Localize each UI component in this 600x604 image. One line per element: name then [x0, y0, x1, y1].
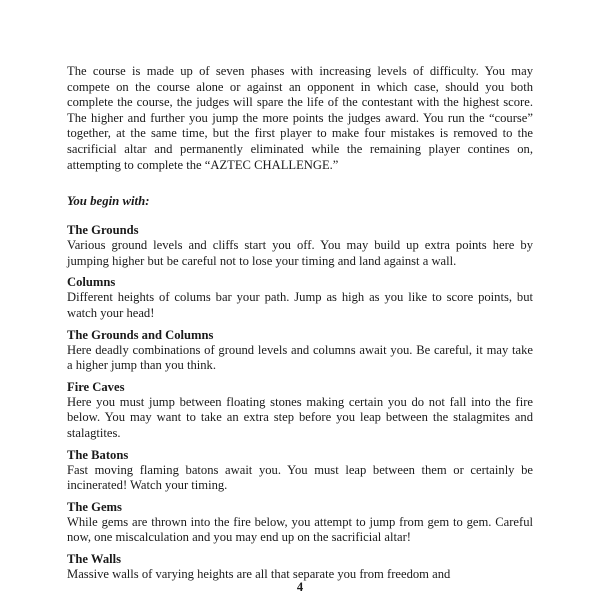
intro-paragraph: The course is made up of seven phases with increasing levels of difficulty. You may compete on the course alone or against an opponent in which case, should you both complete the course, the judges will spare the life of the contestant with the highest score. The higher and further you jump the more points the judges award. You run the “course” together, at the same time, but the first player to make four mistakes is removed to the sacrificial altar and permanently eliminated while the remaining player contines on, attempting to complete the “AZTEC CHALLENGE.” — [67, 64, 533, 172]
section-body: Massive walls of varying heights are all that separate you from freedom and — [67, 566, 451, 581]
section-body: Various ground levels and cliffs start you off. You may build up extra points here by jumping higher but be careful not to lose your timing and land against a wall. — [67, 238, 533, 268]
page-number: 4 — [296, 580, 304, 594]
section-title: The Gems — [67, 499, 122, 514]
section-body: Fast moving flaming batons await you. You must leap between them or certainly be incinerated! Watch your timing. — [67, 462, 533, 493]
section-the-gems — [67, 500, 533, 546]
section-title: Columns — [67, 275, 116, 290]
section-title: The Batons — [67, 447, 129, 462]
section-fire-caves — [67, 380, 533, 442]
section-title: The Grounds — [67, 223, 139, 238]
section-title: The Walls — [67, 551, 122, 566]
begin-heading: You begin with: — [67, 194, 150, 209]
manual-page — [67, 64, 533, 582]
section-body: Here deadly combinations of ground levels and columns await you. Be careful, it may take a higher jump than you think. — [67, 342, 533, 373]
section-title: Fire Caves — [67, 379, 125, 394]
section-body: Here you must jump between floating stones making certain you do not fall into the fire below. You may want to take an extra step before you leap between the stalagmites and stalagtites. — [67, 394, 533, 440]
section-title: The Grounds and Columns — [67, 327, 214, 342]
section-grounds-and-columns — [67, 328, 533, 374]
section-the-walls — [67, 552, 533, 583]
section-the-grounds — [67, 223, 533, 269]
section-body: While gems are thrown into the fire below, you attempt to jump from gem to gem. Careful now, one miscalculation and you may end up on the sacrificial altar! — [67, 514, 533, 545]
section-columns — [67, 275, 533, 321]
section-body: Different heights of colums bar your path. Jump as high as you like to score points, but watch your head! — [67, 290, 533, 320]
section-the-batons — [67, 448, 533, 494]
